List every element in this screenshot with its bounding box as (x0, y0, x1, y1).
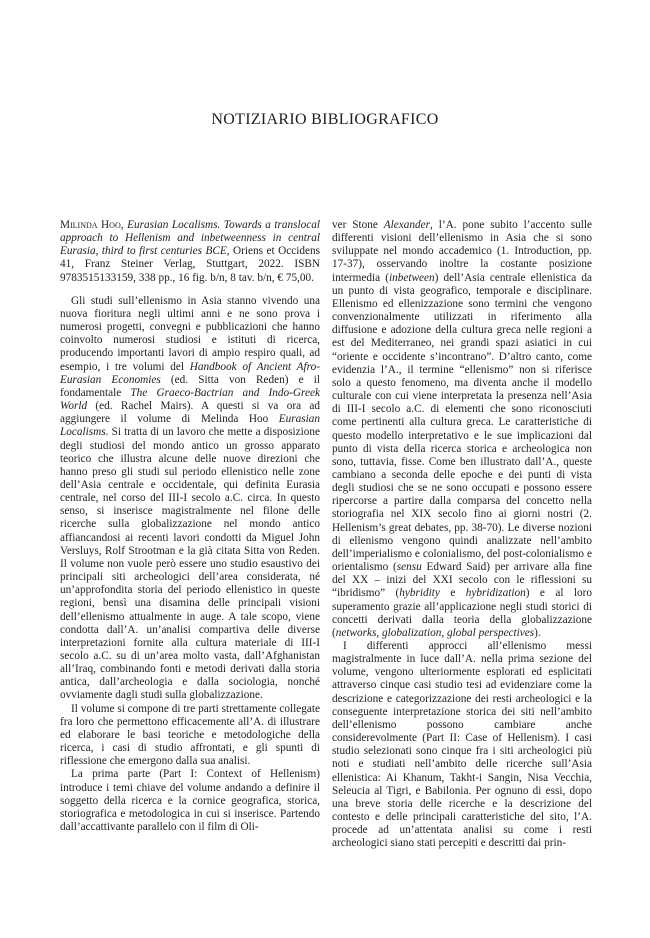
left-column (60, 219, 320, 834)
text-run: ) dell’Asia centrale ellenistica da un punto di vista geografico, temporale e disciplinare. Ellenismo ed ellenizzazione sono termini che vengono convenzionalmente utilizzati in riferimento alla diffusione e adozione della cultura greca nelle regioni a est del Mediterraneo, nei grandi spazi asiatici in cui “oriente e occidente s’incontrano”. D’altro canto, come evidenzia l’A., il termine “ellenismo” non si riferisce solo a questo fenomeno, ma diventa anche il modello culturale con cui viene interpretata la presenza nell’Asia di III-I secolo a.C. di elementi che sono riconosciuti come pertinenti alla cultura greca. Le caratteristiche di questo modello interpretativo e le sue implicazioni dal punto di vista della ricerca storica e archeologica non sono, tuttavia, fisse. Come ben illustrato dall’A., queste cambiano a seconda delle epoche e dei punti di vista degli studiosi che se ne sono occupati e possono essere ripercorse a partire dalla comparsa del concetto nella storiografia nel XIX secolo fino ai giorni nostri (2. Hellenism’s great debates, pp. 38-70). Le diverse nozioni di ellenismo vengono quindi analizzate nell’ambito dell’imperialismo e colonialismo, del post-colonialismo e orientalismo ( (332, 271, 592, 574)
left-paragraph-1 (60, 295, 320, 703)
italic-term: hybridization (465, 587, 526, 600)
page-title: NOTIZIARIO BIBLIOGRAFICO (211, 111, 439, 128)
italic-term: networks, globalization, global perspectives (335, 626, 535, 639)
italic-title: Alexander (383, 219, 431, 231)
citation-author: Milinda Hoo (60, 219, 121, 231)
right-column (332, 219, 592, 851)
right-paragraph-1 (332, 219, 592, 640)
text-run: ) e al loro superamento grazie all’applicazione negli studi storici di concetti derivati dalla teoria della globalizzazione ( (332, 587, 592, 639)
italic-term: sensu (396, 561, 422, 574)
italic-title: Handbook of Ancient Afro-Eurasian Economies (60, 360, 320, 386)
text-run: ver Stone (332, 219, 384, 231)
italic-term: hybridity (399, 587, 440, 600)
text-run: ). (534, 626, 541, 639)
italic-title: The Graeco-Bactrian and Indo-Greek World (60, 386, 320, 413)
citation-book-title: Eurasian Localisms. Towards a translocal approach to Hellenism and inbetweenness in central Eurasia, third to first centuries BCE (60, 219, 321, 258)
book-citation (60, 219, 320, 285)
left-paragraph-2: Il volume si compone di tre parti strettamente collegate fra loro che permettono efficacemente all’A. di illustrare ed elaborare le basi teoriche e metodologiche della ricerca, i casi di studio affrontati, e gli spunti di riflessione che emergono dalla sua analisi. (60, 702, 320, 768)
right-paragraph-2: I differenti approcci all’ellenismo messi magistralmente in luce dall’A. nella prima sezione del volume, vengono ulteriormente esplorati ed esplicitati attraverso cinque casi studio tesi ad evidenziare come la descrizione e categorizzazione dei resti archeologici e la conseguente interpretazione storica dei siti nell’ambito dell’ellenismo possono cambiare anche considerevolmente (Part II: Case of Hellenism). I casi studio selezionati sono cinque fra i siti archeologici più noti e studiati nell’ambito delle ricerche sull’Asia ellenistica: Ai Khanum, Takht-i Sangin, Nisa Vecchia, Seleucia al Tigri, e Babilonia. Per ognuno di essi, dopo una breve storia delle ricerche e la descrizione del contesto e delle principali caratteristiche del sito, l’A. procede ad un’attentata analisi su come i resti archeologici siano stati percepiti e descritti dai prin- (332, 640, 592, 850)
text-run: Gli studi sull’ellenismo in Asia stanno vivendo una nuova fioritura negli ultimi anni e ne sono prova i numerosi progetti, convegni e pubblicazioni che hanno coinvolto numerosi studiosi e istituti di ricerca, producendo importanti lavori di ampio respiro quali, ad esempio, i tre volumi del (60, 294, 320, 373)
text-run: , l’A. pone subito l’accento sulle differenti visioni dell’ellenismo in Asia che si sono sviluppate nel mondo accademico (1. Introduction, pp. 17-37), osservando inoltre la costante posizione intermedia ( (332, 219, 592, 284)
italic-title: Eurasian Localisms (60, 413, 320, 439)
text-run: Edward Said) per arrivare alla fine del XX – inizi del XXI secolo con le riflessioni su “ibridismo” ( (332, 561, 592, 600)
text-run: (ed. Sitta von Reden) e il fondamentale (60, 373, 320, 399)
text-run: e (439, 587, 466, 600)
citation-separator: , (120, 219, 128, 231)
left-paragraph-3: La prima parte (Part I: Context of Hellenism) introduce i temi chiave del volume andando a definire il soggetto della ricerca e la cornice geografica, storica, storiografica e metodologica in cui si inserisce. Partendo dall’accattivante parallelo con il film di Oli- (60, 768, 320, 834)
text-run: (ed. Rachel Mairs). A questi si va ora ad aggiungere il volume di Melinda Hoo (60, 400, 320, 426)
citation-details: , Oriens et Occidens 41, Franz Steiner Verlag, Stuttgart, 2022. ISBN 9783515133159, 338 pp., 16 fig. b/n, 8 tav. b/n, € 75,00. (60, 245, 320, 284)
text-run: . Si tratta di un lavoro che mette a disposizione degli studiosi del mondo antico un grosso apparato teorico che illustra alcune delle nuove direzioni che hanno preso gli studi sul periodo ellenistico nelle zone dell’Asia centrale e occidentale, qui definita Eurasia centrale, nel corso del III-I secolo a.C. circa. In questo senso, si inserisce magistralmente nel filone delle ricerche sulla globalizzazione nel mondo antico affiancandosi ai recenti lavori condotti da Miguel John Versluys, Rolf Strootman e la già citata Sitta von Reden. Il volume non vuole però essere uno studio esaustivo dei principali siti archeologici dell’area considerata, né un’approfondita storia del periodo ellenistico in queste regioni, bensì una disamina delle principali visioni dell’ellenismo attualmente in auge. A tale scopo, viene condotta dall’A. un’analisi compartiva delle diverse interpretazioni fornite alla cultura materiale di III-I secolo a.C. su di un’area molto vasta, dall’Afghanistan all’Iraq, combinando fonti e metodi derivati dalla storia antica, dall’archeologia e dalla sociologia, nonché ovviamente dagli studi sulla globalizzazione. (60, 426, 320, 702)
italic-term: inbetween (389, 271, 435, 284)
